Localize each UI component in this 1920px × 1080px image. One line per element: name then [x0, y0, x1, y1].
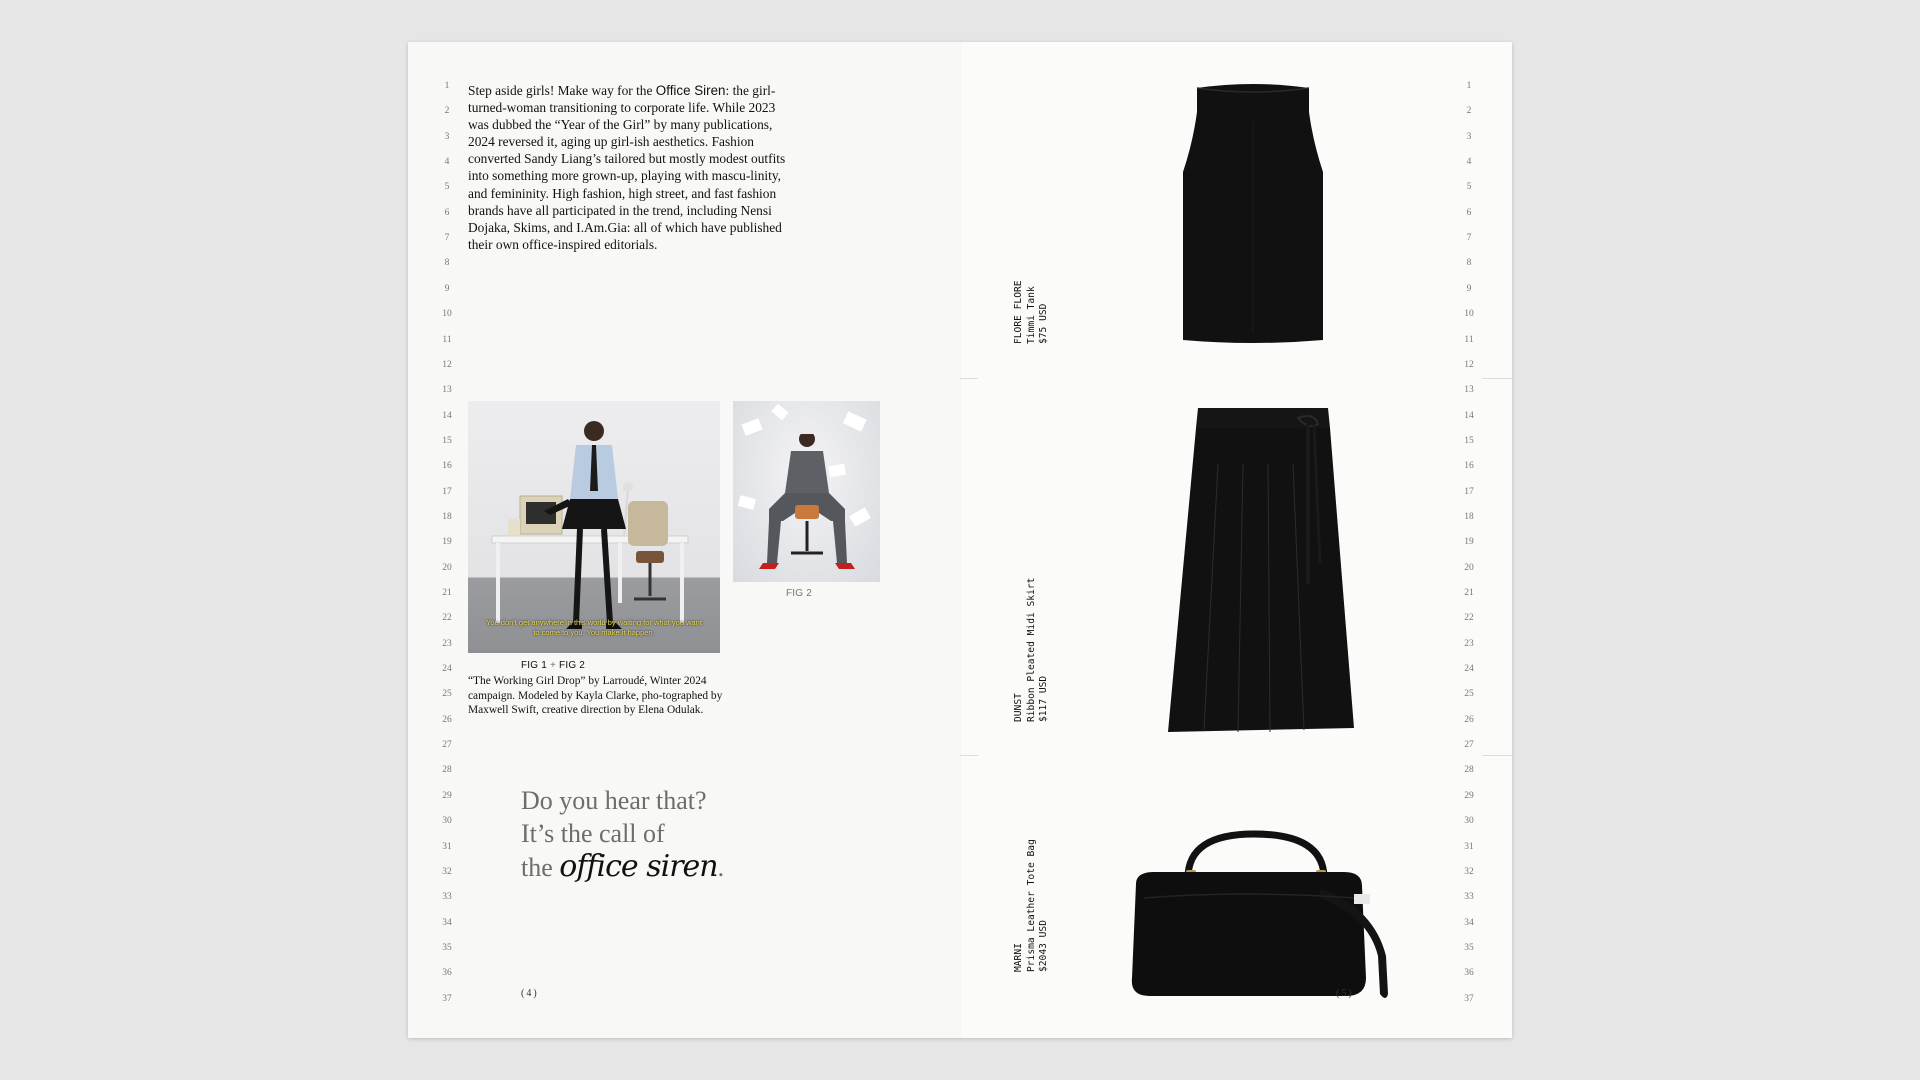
product-label	[1013, 578, 1051, 722]
figure-2-tag: FIG 2	[559, 660, 586, 671]
leather-tote-bag-icon[interactable]	[1124, 798, 1404, 1020]
section-divider	[1482, 755, 1512, 756]
line-number: 29	[1464, 790, 1474, 801]
line-number: 19	[442, 537, 452, 548]
line-number: 36	[1464, 968, 1474, 979]
line-number: 9	[444, 283, 450, 294]
line-number: 27	[1464, 740, 1474, 751]
line-number: 11	[1464, 334, 1474, 345]
line-number: 14	[1464, 410, 1474, 421]
line-number: 10	[442, 309, 452, 320]
line-number: 29	[442, 790, 452, 801]
figure-2-photo	[733, 401, 880, 582]
product-name: Ribbon Pleated Midi Skirt	[1025, 577, 1037, 722]
product-price: $75 USD	[1038, 303, 1049, 344]
line-number: 15	[442, 435, 452, 446]
line-number: 30	[1464, 816, 1474, 827]
line-number: 28	[1464, 765, 1474, 776]
line-number: 12	[442, 359, 452, 370]
article-body	[468, 82, 788, 253]
line-number: 34	[442, 917, 452, 928]
pleated-skirt-icon[interactable]	[1158, 404, 1358, 744]
product-brand: DUNST	[1013, 693, 1024, 722]
line-number: 13	[1464, 385, 1474, 396]
line-number: 9	[1466, 283, 1472, 294]
line-number: 24	[1464, 664, 1474, 675]
line-number: 35	[1464, 942, 1474, 953]
section-divider	[1482, 378, 1512, 379]
line-number: 16	[1464, 461, 1474, 472]
line-number: 25	[442, 689, 452, 700]
line-number: 28	[442, 765, 452, 776]
line-number: 33	[1464, 892, 1474, 903]
line-number: 4	[444, 157, 450, 168]
line-number: 8	[1466, 258, 1472, 269]
product-price: $117 USD	[1038, 675, 1049, 722]
line-number: 24	[442, 664, 452, 675]
article-rest: : the girl-turned-woman transitioning to corporate life. While 2023 was dubbed the “Year of the Girl” by many publications, 2024 reversed it, aging up girl-ish aesthetics. Fashion converted Sandy Liang’s tailored but mostly modest outfits into something more grown-up, playing with mascu-linity, and femininity. High fashion, high street, and fast fashion brands have all participated in the trend, including Nensi Dojaka, Skims, and I.Am.Gia: all of which have published their own office-inspired editorials.	[468, 83, 786, 252]
line-number: 30	[442, 816, 452, 827]
line-number: 26	[1464, 714, 1474, 725]
pull-quote-emphasis: office siren	[559, 849, 718, 884]
spine-fold	[960, 42, 961, 1038]
line-number: 14	[442, 410, 452, 421]
page-number-left: (4)	[521, 988, 539, 999]
line-number: 31	[442, 841, 452, 852]
line-number: 23	[1464, 638, 1474, 649]
line-number: 36	[442, 968, 452, 979]
line-number: 13	[442, 385, 452, 396]
line-number: 22	[442, 613, 452, 624]
page-number-right: (5)	[1336, 988, 1354, 999]
pull-quote	[521, 784, 781, 884]
line-number: 5	[1466, 182, 1472, 193]
section-divider	[960, 378, 978, 379]
line-number: 25	[1464, 689, 1474, 700]
line-number: 23	[442, 638, 452, 649]
line-number: 3	[1466, 131, 1472, 142]
line-number: 4	[1466, 157, 1472, 168]
article-intro: Step aside girls! Make way for the	[468, 83, 656, 98]
line-number: 5	[444, 182, 450, 193]
product-name: Timmi Tank	[1025, 286, 1037, 344]
line-number: 37	[1464, 993, 1474, 1004]
line-number: 20	[442, 562, 452, 573]
line-number: 27	[442, 740, 452, 751]
line-number: 35	[442, 942, 452, 953]
line-number: 31	[1464, 841, 1474, 852]
line-number: 7	[1466, 233, 1472, 244]
line-number: 18	[1464, 511, 1474, 522]
product-price: $2043 USD	[1038, 920, 1049, 972]
line-number: 6	[444, 207, 450, 218]
figure-1-overlay-text: You don't get anywhere in this world by waiting for what you want to come to you. You make it happen.	[486, 618, 702, 637]
line-number: 1	[444, 81, 450, 91]
line-number: 22	[1464, 613, 1474, 624]
line-number: 6	[1466, 207, 1472, 218]
line-number: 1	[1466, 81, 1472, 91]
line-number: 20	[1464, 562, 1474, 573]
line-number: 33	[442, 892, 452, 903]
line-number: 18	[442, 511, 452, 522]
article-highlight: Office Siren	[655, 83, 726, 98]
figure-1-2-label	[521, 660, 585, 671]
pull-quote-line-3: the	[521, 853, 560, 882]
product-brand: FLORE FLORE	[1013, 280, 1024, 344]
magazine-spread	[408, 42, 1512, 1038]
figure-1-photo	[468, 401, 720, 653]
line-number: 7	[444, 233, 450, 244]
line-number: 10	[1464, 309, 1474, 320]
pull-quote-line-2: It’s the call of	[521, 819, 665, 848]
line-number: 2	[1466, 106, 1472, 117]
line-number: 16	[442, 461, 452, 472]
line-number: 26	[442, 714, 452, 725]
black-tank-top-icon[interactable]	[1173, 82, 1333, 354]
pull-quote-period: .	[717, 853, 725, 882]
product-label	[1013, 839, 1051, 972]
line-number: 12	[1464, 359, 1474, 370]
line-number: 8	[444, 258, 450, 269]
line-number: 2	[444, 106, 450, 117]
figure-1-tag: FIG 1	[521, 660, 548, 671]
pull-quote-line-1: Do you hear that?	[521, 786, 707, 815]
line-number: 17	[1464, 486, 1474, 497]
line-number: 17	[442, 486, 452, 497]
line-number: 11	[442, 334, 452, 345]
line-number: 32	[1464, 866, 1474, 877]
office-model-illustration-icon	[468, 401, 720, 653]
figure-caption: “The Working Girl Drop” by Larroudé, Winter 2024 campaign. Modeled by Kayla Clarke, pho-tographed by Maxwell Swift, creative direction by Elena Odulak.	[468, 675, 723, 717]
line-number: 3	[444, 131, 450, 142]
figure-plus-sign: +	[550, 660, 557, 671]
line-number: 37	[442, 993, 452, 1004]
line-number: 32	[442, 866, 452, 877]
line-number: 21	[442, 588, 452, 598]
product-name: Prisma Leather Tote Bag	[1025, 839, 1037, 972]
section-divider	[960, 755, 978, 756]
seated-model-illustration-icon	[733, 401, 880, 582]
product-label	[1013, 280, 1051, 344]
line-number: 34	[1464, 917, 1474, 928]
product-brand: MARNI	[1013, 943, 1024, 972]
line-number: 19	[1464, 537, 1474, 548]
line-number: 15	[1464, 435, 1474, 446]
figure-2-label: FIG 2	[786, 588, 813, 599]
line-number: 21	[1464, 588, 1474, 598]
